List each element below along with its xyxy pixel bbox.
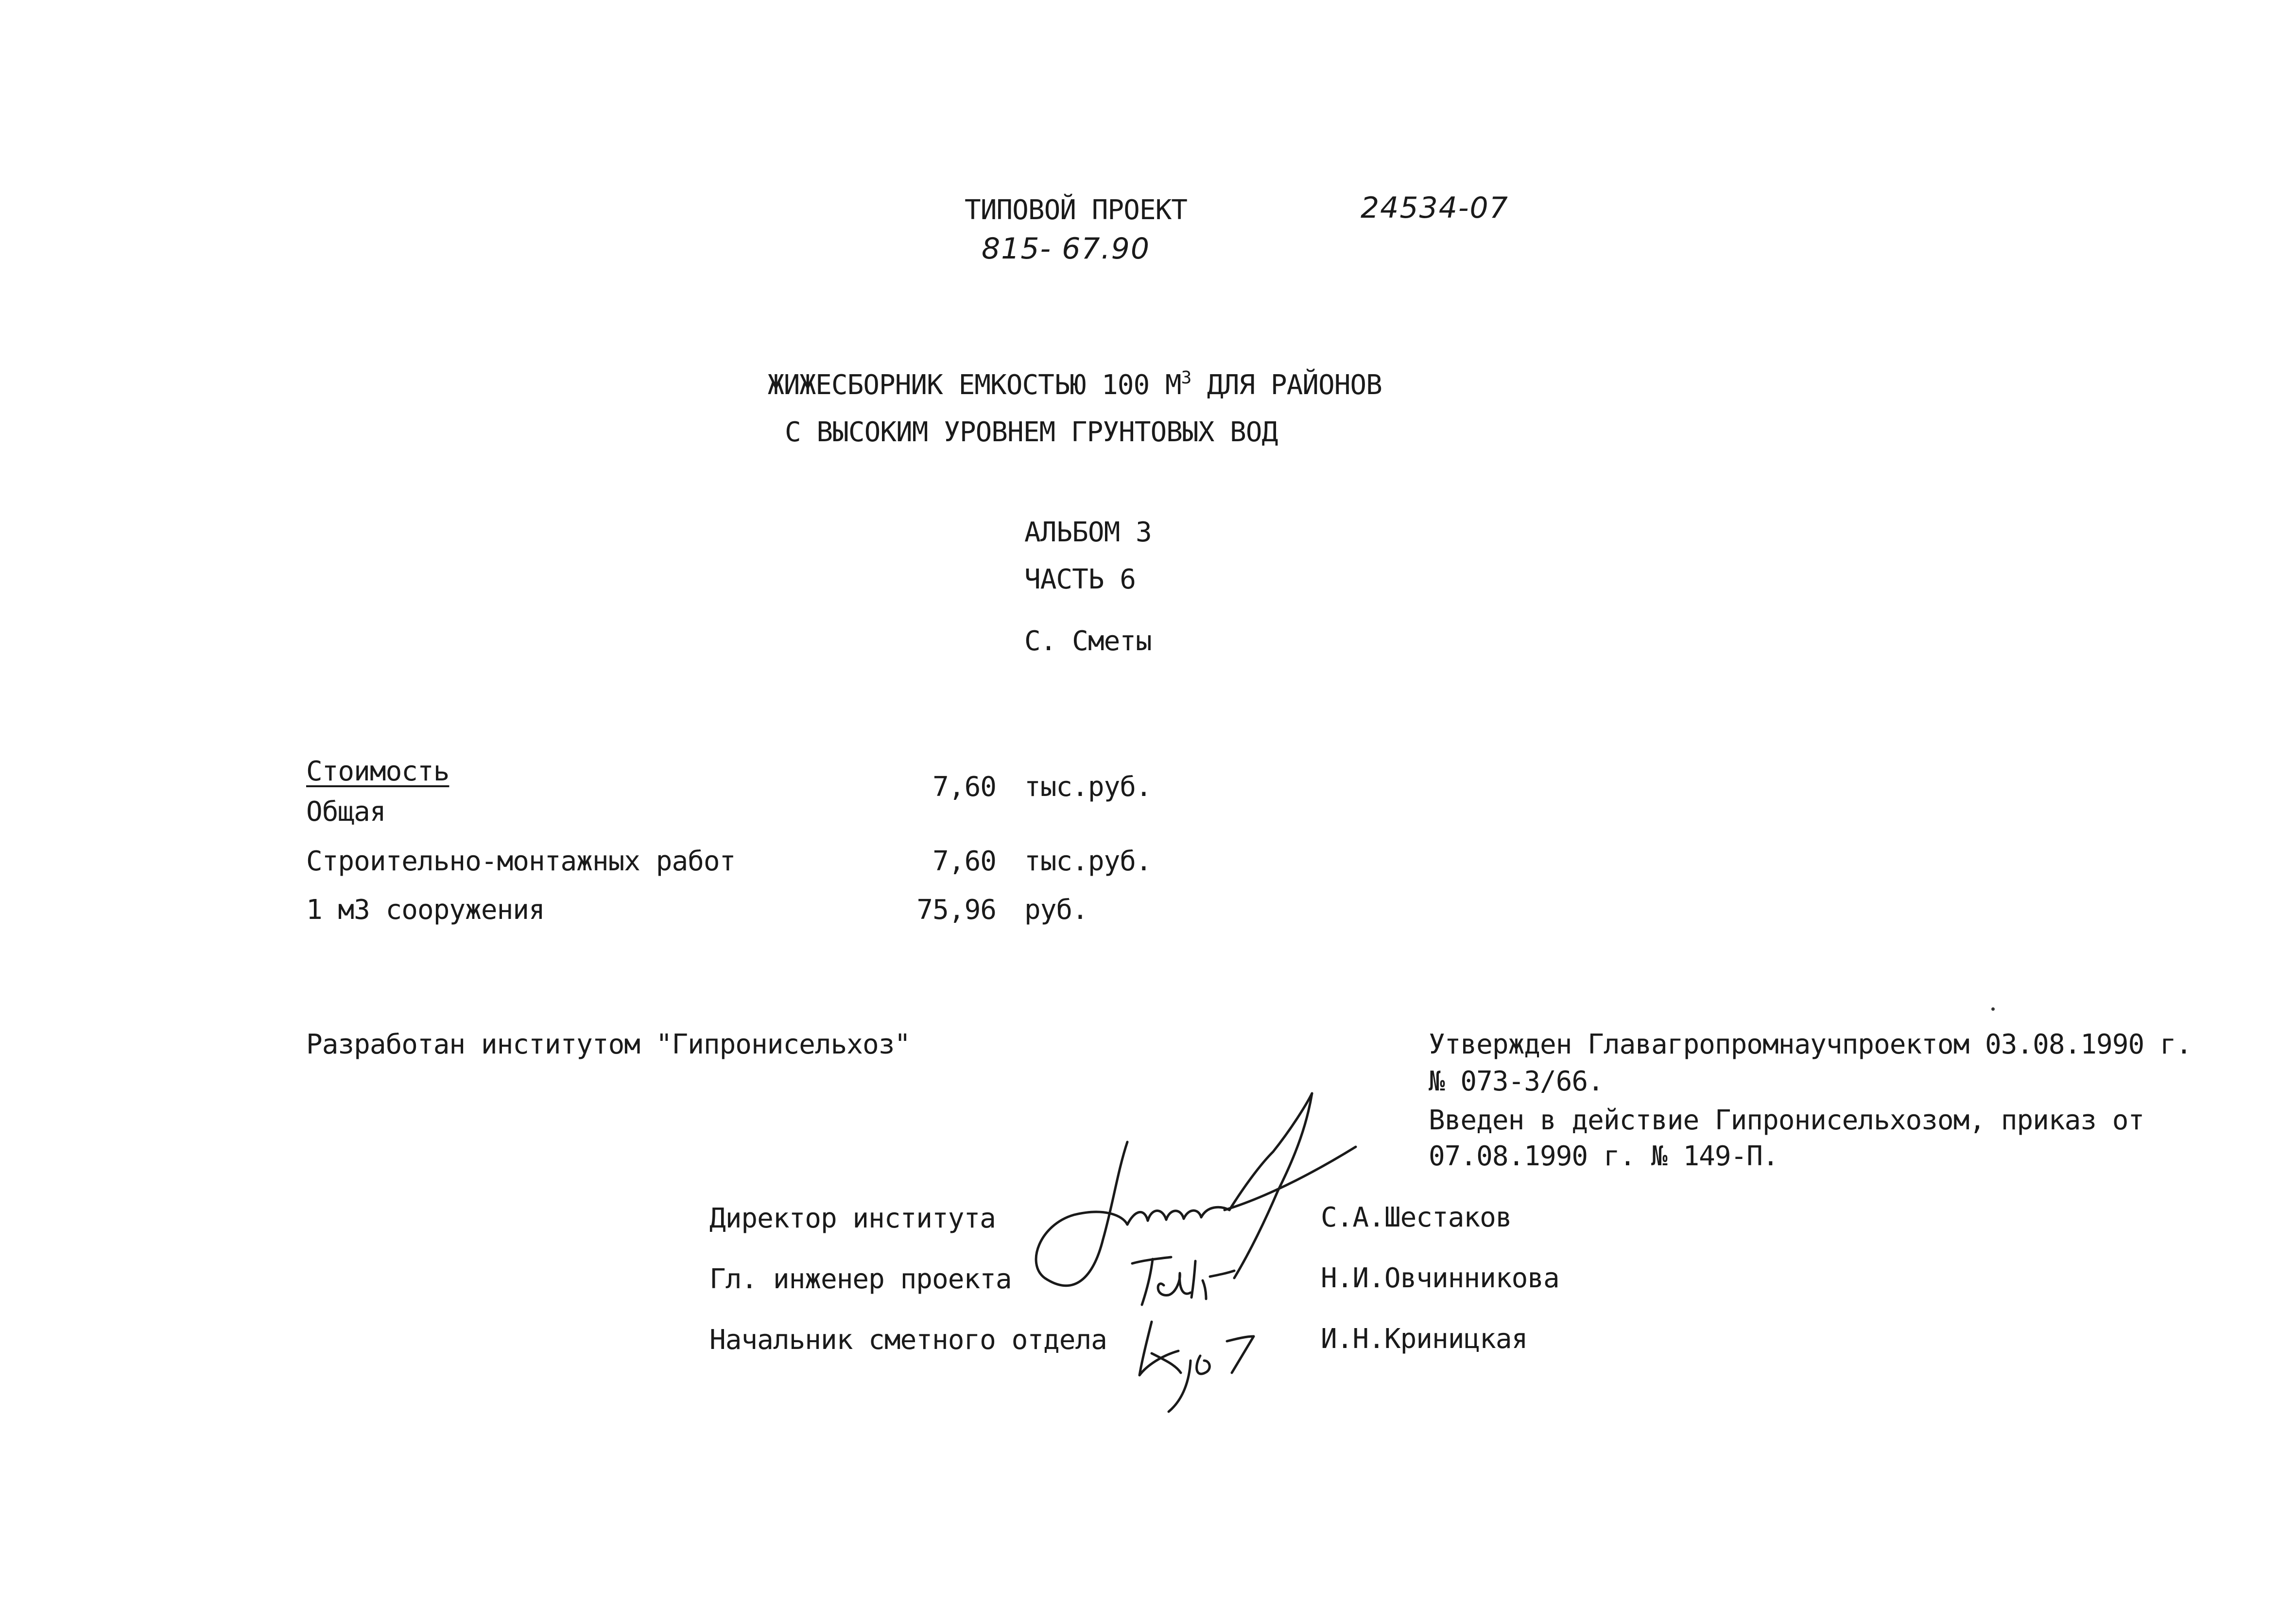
signatory-position-chief-engineer: Гл. инженер проекта (709, 1263, 1012, 1295)
section-title: С. Сметы (1024, 625, 1152, 657)
signatory-position-estimates-head: Начальник сметного отдела (709, 1324, 1107, 1356)
cost-label-construction: Строительно-монтажных работ (306, 846, 736, 877)
cost-unit-construction: тыс.руб. (1024, 846, 1152, 877)
document-title-line-1: ЖИЖЕСБОРНИК ЕМКОСТЬЮ 100 $М^3$ ДЛЯ РАЙОНОВ (768, 368, 1382, 401)
approval-line-1: Утвержден Главагропромнаучпроектом 03.08.1990 г. (1429, 1029, 2192, 1060)
approval-line-2: № 073-3/66. (1429, 1066, 1604, 1097)
estimates-head-signature (1132, 1312, 1278, 1414)
album-number: АЛЬБОМ 3 (1024, 517, 1152, 548)
cost-value-per-m3: 75,96 (916, 894, 996, 926)
cost-value-total: 7,60 (932, 771, 996, 803)
signatory-name-chief-engineer: Н.И.Овчинникова (1321, 1262, 1559, 1294)
approval-line-3: Введен в действие Гипронисельхозом, приказ от (1429, 1105, 2144, 1136)
cost-value-construction: 7,60 (932, 846, 996, 877)
inventory-number: 24534-07 (1361, 191, 1509, 225)
speck-mark (1991, 1007, 1995, 1011)
chief-engineer-signature (1122, 1251, 1249, 1319)
cost-label-per-m3: 1 м3 сооружения (306, 894, 545, 926)
part-number: ЧАСТЬ 6 (1024, 564, 1136, 595)
developer-institute: Разработан институтом "Гипронисельхоз" (306, 1029, 911, 1060)
cost-unit-total: тыс.руб. (1024, 771, 1152, 803)
document-title-line-2: С ВЫСОКИМ УРОВНЕМ ГРУНТОВЫХ ВОД (785, 416, 1278, 448)
project-type-label: ТИПОВОЙ ПРОЕКТ (965, 194, 1188, 226)
signatory-position-director: Директор института (709, 1203, 996, 1234)
approval-line-4: 07.08.1990 г. № 149-П. (1429, 1140, 1778, 1172)
cost-heading: Стоимость (306, 756, 449, 787)
cost-label-total: Общая (306, 796, 386, 828)
project-number: 815- 67.90 (982, 232, 1151, 266)
cost-unit-per-m3: руб. (1024, 894, 1088, 926)
signatory-name-estimates-head: И.Н.Криницкая (1321, 1323, 1528, 1355)
signatory-name-director: С.А.Шестаков (1321, 1202, 1512, 1233)
